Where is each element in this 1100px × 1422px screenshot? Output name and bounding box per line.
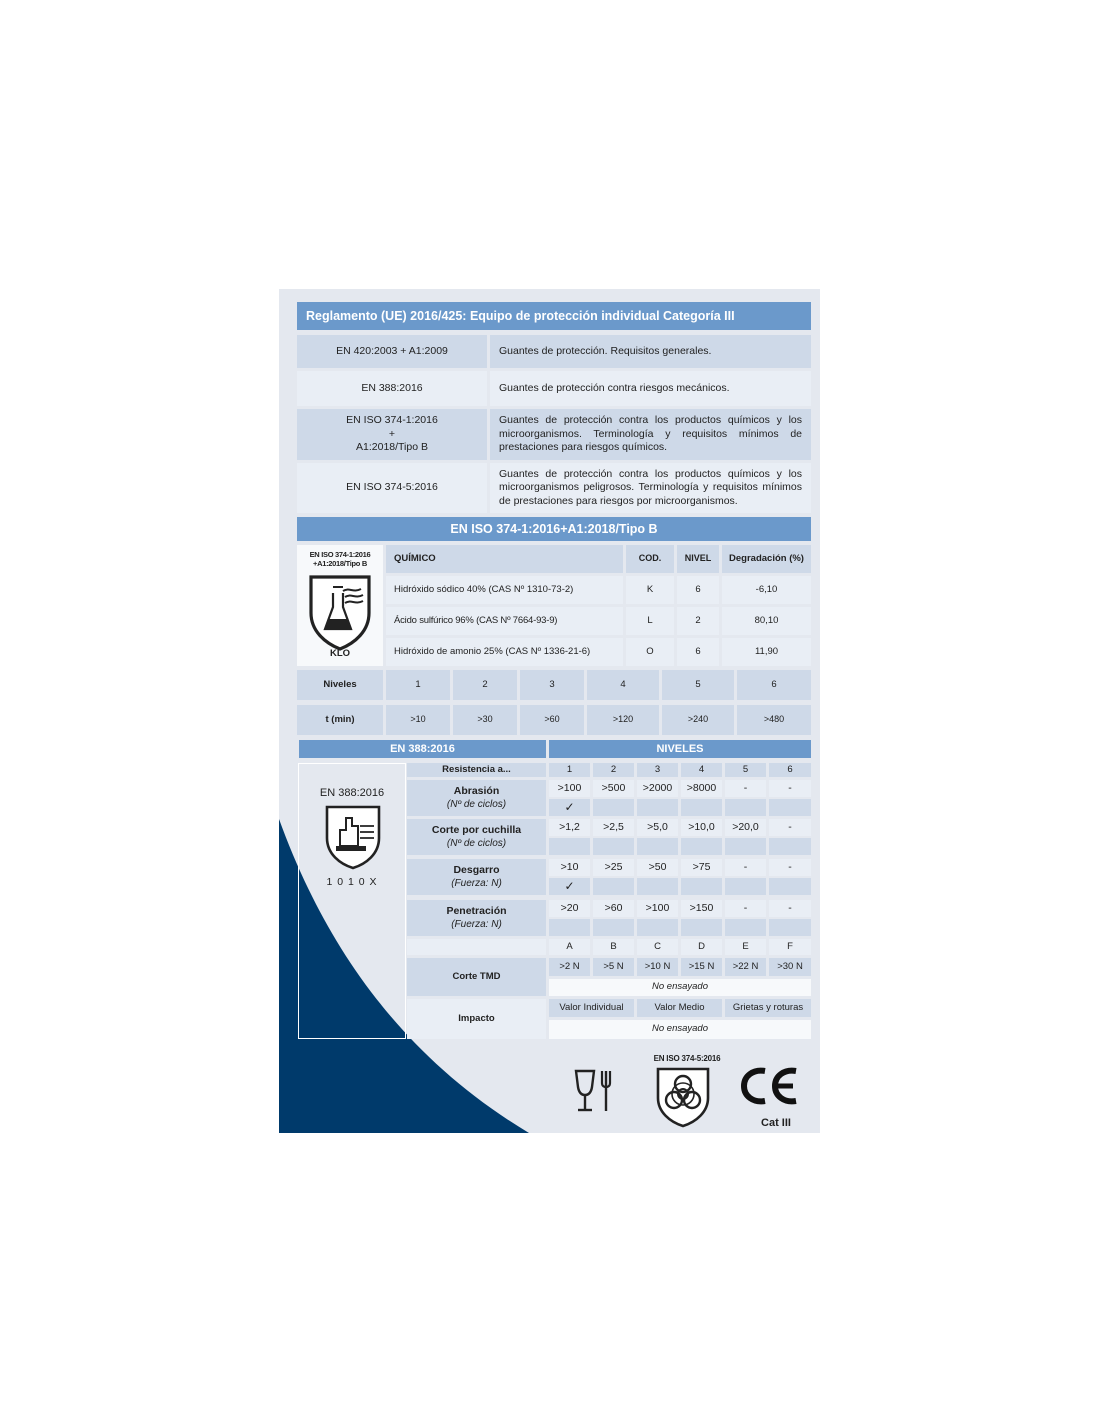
- tmd-letter: C: [637, 939, 678, 955]
- mech-empty-cell: [637, 878, 678, 895]
- tmd-letter: E: [725, 939, 766, 955]
- tmd-value: >30 N: [769, 958, 811, 976]
- levels-label: Niveles: [297, 670, 383, 700]
- biohazard-shield-icon: [655, 1066, 711, 1128]
- chem-section-title: EN ISO 374-1:2016+A1:2018/Tipo B: [297, 517, 811, 541]
- mech-row-name: Abrasión: [453, 784, 500, 797]
- mech-level-header: 3: [637, 763, 678, 777]
- mech-value: -: [769, 780, 811, 797]
- mech-empty-cell: [637, 838, 678, 855]
- mech-value: -: [769, 859, 811, 876]
- mech-value: >60: [593, 900, 634, 917]
- mech-value: >75: [681, 859, 722, 876]
- bio-label: EN ISO 374-5:2016: [653, 1053, 721, 1063]
- tmd-value: >10 N: [637, 958, 678, 976]
- mech-section-title: EN 388:2016: [299, 740, 546, 758]
- mech-value: >2000: [637, 780, 678, 797]
- mech-value: >1,2: [549, 819, 590, 836]
- mech-empty-cell: [593, 838, 634, 855]
- chem-header-chemical: QUÍMICO: [386, 545, 623, 573]
- mech-value: >10: [549, 859, 590, 876]
- chem-code: L: [626, 607, 674, 635]
- mech-empty-cell: [593, 799, 634, 816]
- mech-row-unit: (Fuerza: N): [451, 919, 502, 931]
- mech-icon-box: [298, 763, 406, 1039]
- tmd-letter: F: [769, 939, 811, 955]
- mech-empty-cell: [681, 838, 722, 855]
- chem-icon-label: EN ISO 374-1:2016 +A1:2018/Tipo B: [309, 549, 371, 568]
- tmd-label: Corte TMD: [407, 958, 546, 996]
- mech-check-cell: [549, 919, 590, 936]
- level-cell: 1: [386, 670, 450, 700]
- chem-header-degradation: Degradación (%): [722, 545, 811, 573]
- mech-value: >20,0: [725, 819, 766, 836]
- mech-empty-cell: [725, 838, 766, 855]
- mech-row-unit: (Nº de ciclos): [446, 799, 507, 811]
- chem-icon-box: [297, 545, 383, 666]
- regulation-title: Reglamento (UE) 2016/425: Equipo de protección individual Categoría III: [297, 302, 811, 330]
- impact-label: Impacto: [407, 999, 546, 1039]
- mech-empty-cell: [769, 919, 811, 936]
- chem-name: Ácido sulfúrico 96% (CAS Nº 7664-93-9): [386, 607, 623, 635]
- chem-header-code: COD.: [626, 545, 674, 573]
- mech-row-label: [407, 819, 546, 855]
- mech-row-unit: (Fuerza: N): [451, 878, 502, 890]
- chem-name: Hidróxido de amonio 25% (CAS Nº 1336-21-6): [386, 638, 623, 666]
- mech-empty-cell: [637, 799, 678, 816]
- tmd-value: >5 N: [593, 958, 634, 976]
- standard-desc: Guantes de protección contra los productos químicos y los microorganismos peligrosos. Terminología y requisitos mínimos de prestaciones para riesgos por microorganismos.: [490, 463, 811, 513]
- mech-value: -: [725, 780, 766, 797]
- tmd-letters-spacer: [407, 939, 546, 955]
- chem-degradation: -6,10: [722, 576, 811, 604]
- level-cell: 3: [520, 670, 584, 700]
- mech-value: >10,0: [681, 819, 722, 836]
- chem-degradation: 80,10: [722, 607, 811, 635]
- standard-code: EN 388:2016: [297, 371, 487, 406]
- mech-icon-code: 1 0 1 0 X: [326, 876, 378, 889]
- datasheet: [279, 289, 820, 1133]
- mech-row-name: Corte por cuchilla: [431, 823, 522, 836]
- tmd-letter: B: [593, 939, 634, 955]
- time-label: t (min): [297, 705, 383, 735]
- mech-value: >100: [637, 900, 678, 917]
- mech-value: >100: [549, 780, 590, 797]
- standard-code: EN ISO 374-1:2016 + A1:2018/Tipo B: [297, 409, 487, 460]
- chem-code: O: [626, 638, 674, 666]
- tmd-value: >2 N: [549, 958, 590, 976]
- mech-check-cell: ✓: [549, 878, 590, 895]
- mech-value: >50: [637, 859, 678, 876]
- impact-header: Valor Medio: [637, 999, 722, 1017]
- tmd-value: >15 N: [681, 958, 722, 976]
- mech-row-unit: (Nº de ciclos): [446, 838, 507, 850]
- time-cell: >10: [386, 705, 450, 735]
- mech-row-label: [407, 780, 546, 816]
- standard-desc: Guantes de protección contra riesgos mecánicos.: [490, 371, 811, 406]
- mech-value: >25: [593, 859, 634, 876]
- chem-header-level: NIVEL: [677, 545, 719, 573]
- mech-empty-cell: [681, 799, 722, 816]
- mech-empty-cell: [681, 878, 722, 895]
- standard-desc: Guantes de protección. Requisitos generales.: [490, 335, 811, 368]
- mech-value: >2,5: [593, 819, 634, 836]
- time-cell: >120: [587, 705, 659, 735]
- standard-code: EN 420:2003 + A1:2009: [297, 335, 487, 368]
- mech-value: >500: [593, 780, 634, 797]
- mech-level-header: 4: [681, 763, 722, 777]
- mech-level-header: 5: [725, 763, 766, 777]
- tmd-value: >22 N: [725, 958, 766, 976]
- chem-level: 6: [677, 638, 719, 666]
- mech-levels-title: NIVELES: [549, 740, 811, 758]
- mech-row-label: [407, 900, 546, 936]
- level-cell: 4: [587, 670, 659, 700]
- mech-value: -: [725, 859, 766, 876]
- mech-check-cell: [549, 838, 590, 855]
- tmd-result: No ensayado: [549, 979, 811, 996]
- mech-level-header: 1: [549, 763, 590, 777]
- mech-check-cell: ✓: [549, 799, 590, 816]
- chem-level: 2: [677, 607, 719, 635]
- chem-name: Hidróxido sódico 40% (CAS Nº 1310-73-2): [386, 576, 623, 604]
- chem-code: K: [626, 576, 674, 604]
- mech-empty-cell: [681, 919, 722, 936]
- chem-level: 6: [677, 576, 719, 604]
- food-contact-icon: [572, 1067, 618, 1115]
- mech-row-name: Penetración: [446, 904, 507, 917]
- level-cell: 5: [662, 670, 734, 700]
- impact-header: Grietas y roturas: [725, 999, 811, 1017]
- mech-empty-cell: [769, 799, 811, 816]
- chemical-shield-icon: [307, 573, 373, 651]
- mech-value: >5,0: [637, 819, 678, 836]
- mech-icon-label: EN 388:2016: [319, 786, 385, 799]
- mech-empty-cell: [637, 919, 678, 936]
- chem-degradation: 11,90: [722, 638, 811, 666]
- impact-header: Valor Individual: [549, 999, 634, 1017]
- mech-value: -: [725, 900, 766, 917]
- time-cell: >240: [662, 705, 734, 735]
- mech-empty-cell: [769, 838, 811, 855]
- mech-level-header: 6: [769, 763, 811, 777]
- ce-mark-icon: [739, 1065, 801, 1107]
- cat-label: Cat III: [761, 1116, 791, 1129]
- mech-row-name: Desgarro: [453, 863, 500, 876]
- mech-empty-cell: [725, 799, 766, 816]
- tmd-letter: D: [681, 939, 722, 955]
- tmd-letter: A: [549, 939, 590, 955]
- standard-code: EN ISO 374-5:2016: [297, 463, 487, 513]
- mech-empty-cell: [593, 878, 634, 895]
- mechanical-hammer-shield-icon: [324, 804, 382, 870]
- mech-empty-cell: [725, 878, 766, 895]
- mech-empty-cell: [769, 878, 811, 895]
- mech-value: >8000: [681, 780, 722, 797]
- mech-empty-cell: [725, 919, 766, 936]
- time-cell: >60: [520, 705, 584, 735]
- impact-result: No ensayado: [549, 1020, 811, 1039]
- mech-value: >150: [681, 900, 722, 917]
- mech-row-label: [407, 859, 546, 895]
- time-cell: >30: [453, 705, 517, 735]
- mech-empty-cell: [593, 919, 634, 936]
- time-cell: >480: [737, 705, 811, 735]
- level-cell: 6: [737, 670, 811, 700]
- mech-level-header: 2: [593, 763, 634, 777]
- standard-desc: Guantes de protección contra los productos químicos y los microorganismos. Terminología y requisitos mínimos de prestaciones para riesgos químicos.: [490, 409, 811, 460]
- mech-value: >20: [549, 900, 590, 917]
- chem-icon-code: KLO: [329, 647, 351, 659]
- mech-value: -: [769, 819, 811, 836]
- mech-value: -: [769, 900, 811, 917]
- level-cell: 2: [453, 670, 517, 700]
- resist-header: Resistencia a...: [407, 763, 546, 777]
